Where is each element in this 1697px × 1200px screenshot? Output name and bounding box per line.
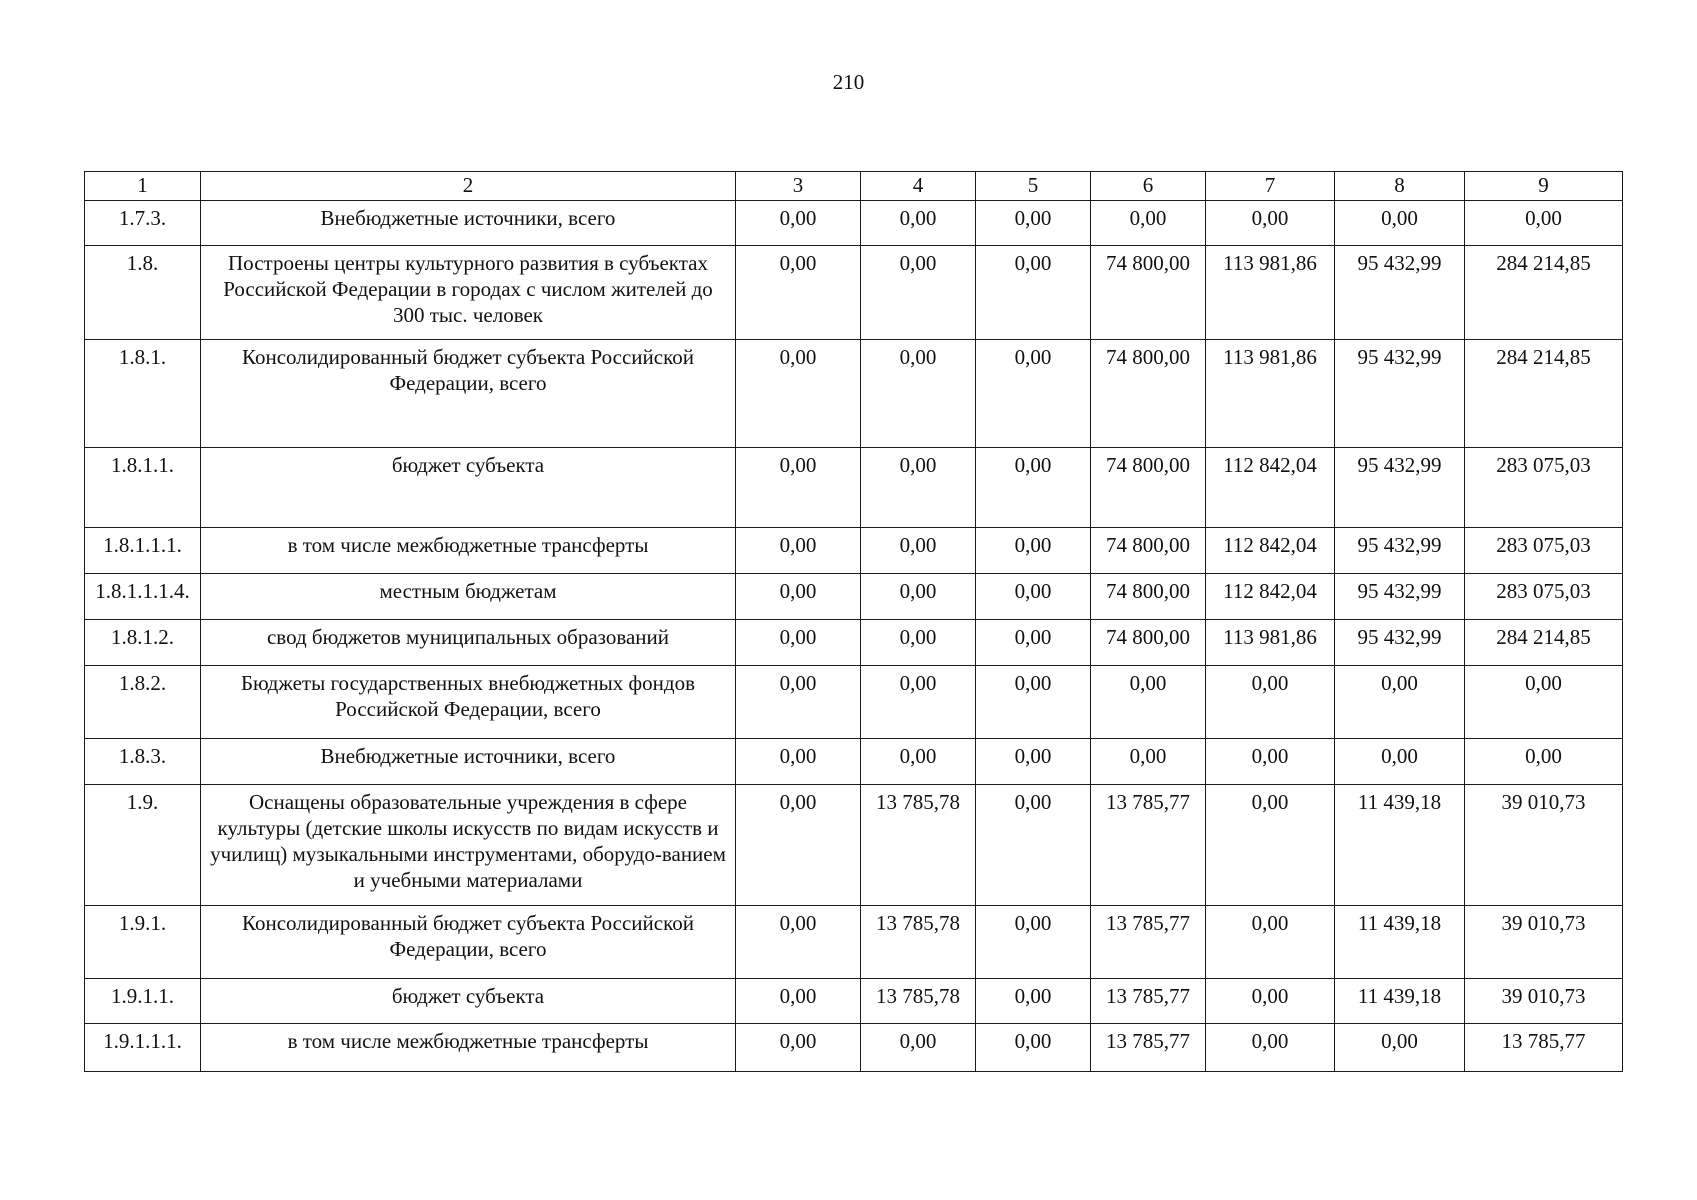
page-number: 210 <box>832 70 865 94</box>
row-code: 1.8. <box>85 246 201 340</box>
row-description: Внебюджетные источники, всего <box>201 739 736 785</box>
table-row <box>85 785 1623 906</box>
value-cell: 39 010,73 <box>1465 979 1623 1024</box>
value-cell: 39 010,73 <box>1465 906 1623 979</box>
row-description: Консолидированный бюджет субъекта Российской Федерации, всего <box>201 906 736 979</box>
value-cell: 0,00 <box>1335 739 1465 785</box>
value-cell: 0,00 <box>1465 739 1623 785</box>
value-cell: 0,00 <box>736 785 861 906</box>
value-cell: 0,00 <box>861 666 976 739</box>
table-row <box>85 1024 1623 1072</box>
value-cell: 112 842,04 <box>1206 574 1335 620</box>
column-number: 7 <box>1206 172 1335 201</box>
row-description: Бюджеты государственных внебюджетных фондов Российской Федерации, всего <box>201 666 736 739</box>
value-cell: 0,00 <box>1091 666 1206 739</box>
value-cell: 95 432,99 <box>1335 574 1465 620</box>
value-cell: 0,00 <box>976 620 1091 666</box>
value-cell: 0,00 <box>861 574 976 620</box>
row-code: 1.7.3. <box>85 201 201 246</box>
value-cell: 95 432,99 <box>1335 620 1465 666</box>
budget-table <box>84 171 1623 1072</box>
value-cell: 74 800,00 <box>1091 246 1206 340</box>
table-row <box>85 666 1623 739</box>
row-code: 1.8.3. <box>85 739 201 785</box>
row-description: местным бюджетам <box>201 574 736 620</box>
row-code: 1.8.1.2. <box>85 620 201 666</box>
value-cell: 0,00 <box>1465 666 1623 739</box>
value-cell: 0,00 <box>736 448 861 528</box>
value-cell: 113 981,86 <box>1206 620 1335 666</box>
value-cell: 0,00 <box>736 1024 861 1072</box>
row-description: в том числе межбюджетные трансферты <box>201 528 736 574</box>
value-cell: 0,00 <box>736 528 861 574</box>
column-number: 1 <box>85 172 201 201</box>
value-cell: 284 214,85 <box>1465 246 1623 340</box>
value-cell: 0,00 <box>976 666 1091 739</box>
value-cell: 0,00 <box>1206 1024 1335 1072</box>
table-body <box>85 172 1623 1072</box>
value-cell: 283 075,03 <box>1465 574 1623 620</box>
value-cell: 0,00 <box>976 201 1091 246</box>
value-cell: 284 214,85 <box>1465 340 1623 448</box>
value-cell: 0,00 <box>861 528 976 574</box>
value-cell: 113 981,86 <box>1206 246 1335 340</box>
column-number: 5 <box>976 172 1091 201</box>
value-cell: 283 075,03 <box>1465 528 1623 574</box>
row-code: 1.9. <box>85 785 201 906</box>
value-cell: 0,00 <box>976 246 1091 340</box>
row-code: 1.9.1.1.1. <box>85 1024 201 1072</box>
table-row <box>85 448 1623 528</box>
value-cell: 113 981,86 <box>1206 340 1335 448</box>
value-cell: 0,00 <box>976 448 1091 528</box>
value-cell: 0,00 <box>976 528 1091 574</box>
row-description: Консолидированный бюджет субъекта Российской Федерации, всего <box>201 340 736 448</box>
value-cell: 74 800,00 <box>1091 528 1206 574</box>
value-cell: 0,00 <box>976 574 1091 620</box>
value-cell: 0,00 <box>976 979 1091 1024</box>
value-cell: 0,00 <box>1206 666 1335 739</box>
row-description: бюджет субъекта <box>201 979 736 1024</box>
value-cell: 95 432,99 <box>1335 448 1465 528</box>
row-description: Внебюджетные источники, всего <box>201 201 736 246</box>
row-code: 1.8.1.1.1. <box>85 528 201 574</box>
table-row <box>85 201 1623 246</box>
column-number: 9 <box>1465 172 1623 201</box>
value-cell: 0,00 <box>1335 666 1465 739</box>
value-cell: 112 842,04 <box>1206 448 1335 528</box>
value-cell: 283 075,03 <box>1465 448 1623 528</box>
row-description: бюджет субъекта <box>201 448 736 528</box>
column-number: 6 <box>1091 172 1206 201</box>
value-cell: 95 432,99 <box>1335 246 1465 340</box>
table-row <box>85 574 1623 620</box>
value-cell: 13 785,77 <box>1091 785 1206 906</box>
value-cell: 0,00 <box>736 666 861 739</box>
value-cell: 0,00 <box>1335 201 1465 246</box>
value-cell: 95 432,99 <box>1335 528 1465 574</box>
value-cell: 0,00 <box>861 448 976 528</box>
value-cell: 13 785,78 <box>861 906 976 979</box>
value-cell: 13 785,77 <box>1091 906 1206 979</box>
column-number: 4 <box>861 172 976 201</box>
value-cell: 0,00 <box>861 620 976 666</box>
row-description: свод бюджетов муниципальных образований <box>201 620 736 666</box>
value-cell: 13 785,77 <box>1465 1024 1623 1072</box>
value-cell: 95 432,99 <box>1335 340 1465 448</box>
column-number: 8 <box>1335 172 1465 201</box>
value-cell: 0,00 <box>1091 739 1206 785</box>
value-cell: 0,00 <box>1335 1024 1465 1072</box>
value-cell: 74 800,00 <box>1091 574 1206 620</box>
value-cell: 39 010,73 <box>1465 785 1623 906</box>
row-description: Построены центры культурного развития в субъектах Российской Федерации в городах с числом жителей до 300 тыс. человек <box>201 246 736 340</box>
value-cell: 0,00 <box>1206 979 1335 1024</box>
value-cell: 11 439,18 <box>1335 785 1465 906</box>
value-cell: 0,00 <box>736 340 861 448</box>
value-cell: 74 800,00 <box>1091 448 1206 528</box>
value-cell: 284 214,85 <box>1465 620 1623 666</box>
value-cell: 13 785,77 <box>1091 979 1206 1024</box>
value-cell: 0,00 <box>861 340 976 448</box>
value-cell: 0,00 <box>976 906 1091 979</box>
value-cell: 0,00 <box>1206 906 1335 979</box>
value-cell: 0,00 <box>861 201 976 246</box>
value-cell: 0,00 <box>976 785 1091 906</box>
value-cell: 13 785,78 <box>861 785 976 906</box>
row-code: 1.8.1.1. <box>85 448 201 528</box>
value-cell: 0,00 <box>736 906 861 979</box>
table-row <box>85 246 1623 340</box>
column-number: 2 <box>201 172 736 201</box>
row-description: Оснащены образовательные учреждения в сфере культуры (детские школы искусств по видам искусств и училищ) музыкальными инструментами, оборудо-ванием и учебными материалами <box>201 785 736 906</box>
row-code: 1.8.2. <box>85 666 201 739</box>
value-cell: 0,00 <box>1091 201 1206 246</box>
value-cell: 0,00 <box>1206 785 1335 906</box>
table-row <box>85 979 1623 1024</box>
value-cell: 0,00 <box>1465 201 1623 246</box>
value-cell: 0,00 <box>1206 739 1335 785</box>
value-cell: 11 439,18 <box>1335 906 1465 979</box>
value-cell: 0,00 <box>861 1024 976 1072</box>
value-cell: 0,00 <box>861 246 976 340</box>
value-cell: 112 842,04 <box>1206 528 1335 574</box>
row-code: 1.8.1.1.1.4. <box>85 574 201 620</box>
value-cell: 0,00 <box>736 979 861 1024</box>
value-cell: 0,00 <box>976 340 1091 448</box>
value-cell: 0,00 <box>861 739 976 785</box>
value-cell: 0,00 <box>736 574 861 620</box>
table-row <box>85 528 1623 574</box>
value-cell: 0,00 <box>1206 201 1335 246</box>
row-code: 1.9.1.1. <box>85 979 201 1024</box>
value-cell: 13 785,78 <box>861 979 976 1024</box>
row-code: 1.9.1. <box>85 906 201 979</box>
value-cell: 0,00 <box>736 620 861 666</box>
column-number-row <box>85 172 1623 201</box>
row-code: 1.8.1. <box>85 340 201 448</box>
value-cell: 0,00 <box>736 201 861 246</box>
value-cell: 13 785,77 <box>1091 1024 1206 1072</box>
value-cell: 0,00 <box>736 739 861 785</box>
value-cell: 11 439,18 <box>1335 979 1465 1024</box>
table-row <box>85 340 1623 448</box>
row-description: в том числе межбюджетные трансферты <box>201 1024 736 1072</box>
value-cell: 74 800,00 <box>1091 340 1206 448</box>
value-cell: 74 800,00 <box>1091 620 1206 666</box>
value-cell: 0,00 <box>976 739 1091 785</box>
value-cell: 0,00 <box>976 1024 1091 1072</box>
value-cell: 0,00 <box>736 246 861 340</box>
table-row <box>85 906 1623 979</box>
table-row <box>85 739 1623 785</box>
column-number: 3 <box>736 172 861 201</box>
table-row <box>85 620 1623 666</box>
